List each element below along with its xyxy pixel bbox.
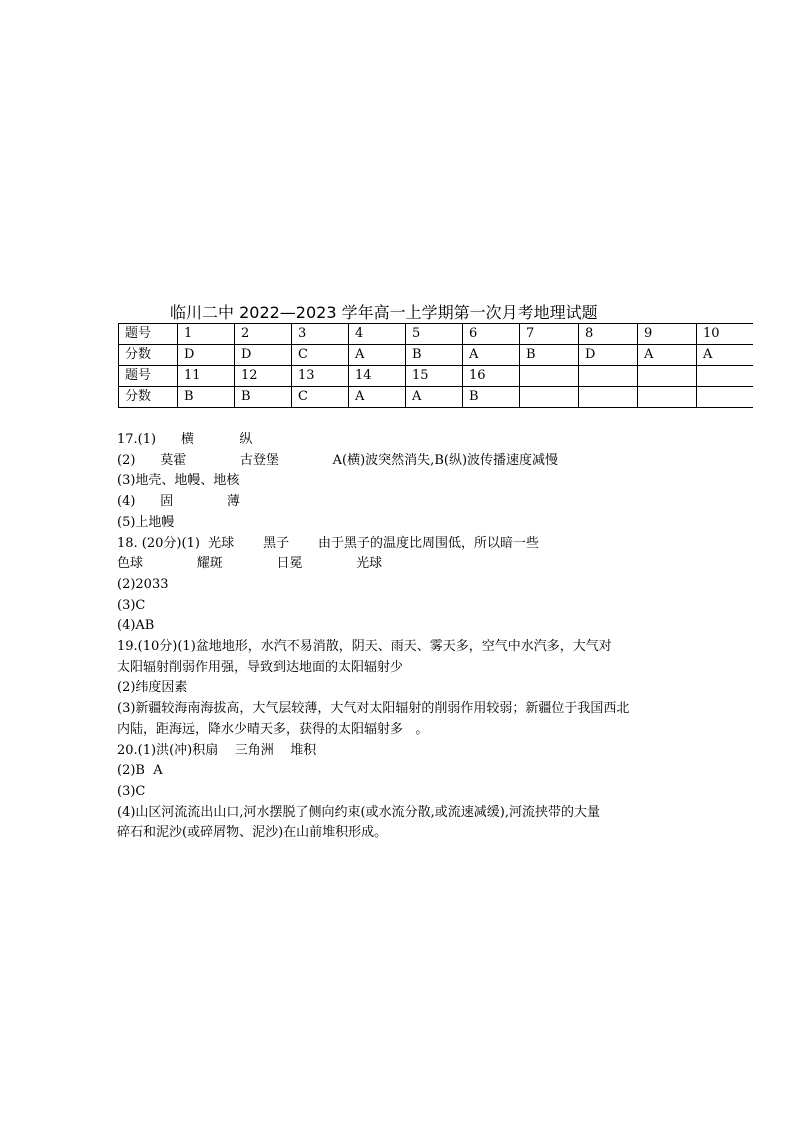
table-cell: D xyxy=(235,345,292,366)
answer-line: 色球 耀斑 日冕 光球 xyxy=(117,556,383,572)
table-cell: 11 xyxy=(178,366,235,387)
table-cell: D xyxy=(579,345,638,366)
table-cell xyxy=(520,366,579,387)
table-cell: 7 xyxy=(520,324,579,345)
table-cell: 9 xyxy=(638,324,697,345)
table-cell: 14 xyxy=(349,366,406,387)
table-cell: C xyxy=(292,387,349,408)
table-row xyxy=(119,387,754,408)
table-cell xyxy=(638,366,697,387)
table-cell: A xyxy=(463,345,520,366)
answer-line: (2)纬度因素 xyxy=(117,680,188,696)
table-cell: 8 xyxy=(579,324,638,345)
row-header-cell: 分数 xyxy=(119,387,178,408)
table-cell: B xyxy=(406,345,463,366)
table-row xyxy=(119,345,754,366)
table-cell: 16 xyxy=(463,366,520,387)
table-cell xyxy=(638,387,697,408)
table-cell xyxy=(520,387,579,408)
table-cell: A xyxy=(349,345,406,366)
table-cell: D xyxy=(178,345,235,366)
table-cell: A xyxy=(349,387,406,408)
answer-line: (3)C xyxy=(117,597,146,613)
answer-line: 18. (20分)(1) 光球 黑子 由于黑子的温度比周围低，所以暗一些 xyxy=(117,535,540,551)
answer-line: 碎石和泥沙(或碎屑物、泥沙)在山前堆积形成。 xyxy=(117,825,388,841)
table-cell xyxy=(579,366,638,387)
answer-line: (5)上地幔 xyxy=(117,514,175,530)
answer-text xyxy=(117,430,757,844)
table-cell: 1 xyxy=(178,324,235,345)
answer-line: 太阳辐射削弱作用强，导致到达地面的太阳辐射少 xyxy=(117,659,404,675)
answer-line: (2) 莫霍 古登堡 A(横)波突然消失,B(纵)波传播速度减慢 xyxy=(117,452,559,468)
page-title: 临川二中 2022—2023 学年高一上学期第一次月考地理试题 xyxy=(170,303,598,322)
row-header-cell: 题号 xyxy=(119,366,178,387)
table-row xyxy=(119,366,754,387)
answer-line: (3)地壳、地幔、地核 xyxy=(117,473,240,489)
answer-line: (2)2033 xyxy=(117,576,169,592)
table-cell: 13 xyxy=(292,366,349,387)
answer-line: (3)新疆较海南海拔高，大气层较薄，大气对太阳辐射的削弱作用较弱；新疆位于我国西北 xyxy=(117,701,630,717)
answer-line: (4)山区河流流出山口,河水摆脱了侧向约束(或水流分散,或流速减缓),河流挟带的大量 xyxy=(117,804,600,820)
table-cell: B xyxy=(235,387,292,408)
answer-line: (4)AB xyxy=(117,618,155,634)
row-header-cell: 题号 xyxy=(119,324,178,345)
table-cell xyxy=(697,366,754,387)
table-cell: 6 xyxy=(463,324,520,345)
table-cell: 2 xyxy=(235,324,292,345)
answer-line: 20.(1)洪(冲)积扇 三角洲 堆积 xyxy=(117,742,317,758)
table-cell: A xyxy=(697,345,754,366)
answer-line: 17.(1) 横 纵 xyxy=(117,432,253,447)
table-cell: B xyxy=(463,387,520,408)
table-cell: 5 xyxy=(406,324,463,345)
table-cell: A xyxy=(406,387,463,408)
table-cell: 3 xyxy=(292,324,349,345)
answer-line: (4) 固 薄 xyxy=(117,494,240,510)
table-cell: B xyxy=(178,387,235,408)
answer-line: (2)B A xyxy=(117,763,163,779)
answer-line: (3)C xyxy=(117,783,146,799)
table-row xyxy=(119,324,754,345)
table-cell: B xyxy=(520,345,579,366)
answer-line: 内陆，距海远，降水少晴天多，获得的太阳辐射多 。 xyxy=(117,721,429,737)
table-cell xyxy=(697,387,754,408)
table-cell: 4 xyxy=(349,324,406,345)
table-cell: 15 xyxy=(406,366,463,387)
table-cell: 12 xyxy=(235,366,292,387)
table-cell: 10 xyxy=(697,324,754,345)
answer-table xyxy=(118,323,753,408)
table-cell: C xyxy=(292,345,349,366)
answer-line: 19.(10分)(1)盆地地形，水汽不易消散，阴天、雨天、雾天多，空气中水汽多，大气对 xyxy=(117,639,612,655)
row-header-cell: 分数 xyxy=(119,345,178,366)
table-cell xyxy=(579,387,638,408)
table-cell: A xyxy=(638,345,697,366)
